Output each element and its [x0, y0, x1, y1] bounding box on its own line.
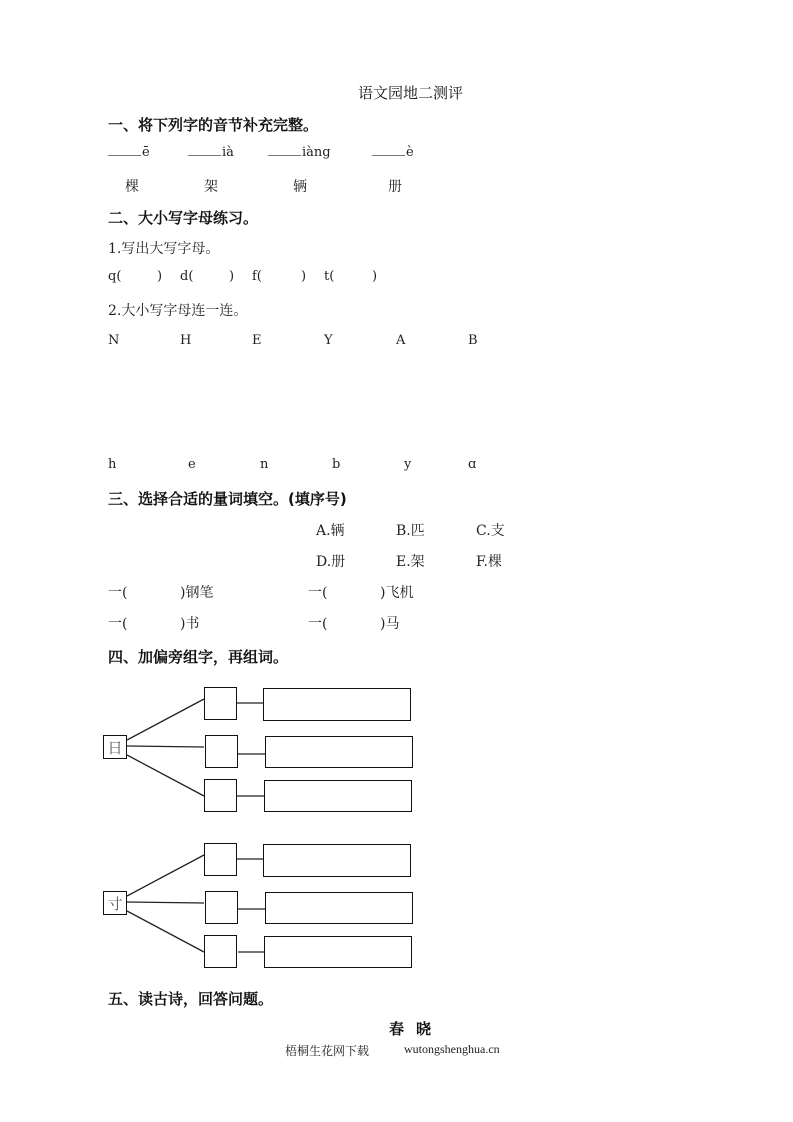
lowercase-letter[interactable]: y: [404, 457, 412, 472]
lowercase-letter[interactable]: e: [188, 457, 196, 472]
option-b: B.匹: [396, 523, 425, 539]
pinyin-item-2: ià: [188, 145, 234, 160]
letter-f-suffix: ): [301, 269, 307, 284]
section-3-heading: 三、选择合适的量词填空。(填序号): [108, 490, 347, 508]
blank-1-prefix: 一(: [108, 585, 128, 601]
section-5-heading: 五、读古诗，回答问题。: [108, 990, 274, 1008]
section-4-heading: 四、加偏旁组字，再组词。: [108, 648, 289, 666]
char-2: 架: [204, 179, 218, 195]
pinyin-item-1: ē: [108, 145, 150, 160]
page-title: 语文园地二测评: [358, 84, 464, 102]
char-answer-box[interactable]: [204, 843, 237, 876]
blank-2-suffix: )飞机: [380, 585, 414, 601]
lowercase-letter[interactable]: ɑ: [468, 457, 477, 472]
letter-t-suffix: ): [372, 269, 378, 284]
sub-question-1: 1.写出大写字母。: [108, 241, 220, 257]
option-f: F.棵: [476, 554, 502, 570]
word-answer-box[interactable]: [265, 736, 413, 768]
word-answer-box[interactable]: [265, 892, 413, 924]
char-4: 册: [388, 179, 402, 195]
radical-box-ri: 日: [103, 735, 127, 759]
sub-question-2: 2.大小写字母连一连。: [108, 303, 248, 319]
letter-q-suffix: ): [157, 269, 163, 284]
uppercase-letter[interactable]: E: [252, 333, 262, 348]
footer-site-name: 梧桐生花网下载: [285, 1044, 370, 1058]
blank-2-prefix: 一(: [308, 585, 328, 601]
word-answer-box[interactable]: [263, 688, 411, 721]
option-d: D.册: [316, 554, 346, 570]
char-answer-box[interactable]: [205, 735, 238, 768]
char-3: 辆: [293, 179, 307, 195]
letter-q-prefix: q(: [108, 269, 122, 284]
radical-box-cun: 寸: [103, 891, 127, 915]
uppercase-letter[interactable]: Y: [324, 333, 333, 348]
uppercase-letter[interactable]: N: [108, 333, 120, 348]
pinyin-item-4: è: [372, 145, 414, 160]
blank-3-prefix: 一(: [108, 616, 128, 632]
section-2-heading: 二、大小写字母练习。: [108, 209, 259, 227]
char-answer-box[interactable]: [204, 935, 237, 968]
char-answer-box[interactable]: [205, 891, 238, 924]
char-answer-box[interactable]: [204, 687, 237, 720]
char-answer-box[interactable]: [204, 779, 237, 812]
word-answer-box[interactable]: [264, 936, 412, 968]
letter-d-prefix: d(: [180, 269, 194, 284]
option-c: C.支: [476, 523, 505, 539]
blank-3-suffix: )书: [180, 616, 200, 632]
option-e: E.架: [396, 554, 425, 570]
lowercase-letter[interactable]: n: [260, 457, 269, 472]
uppercase-letter[interactable]: B: [468, 333, 478, 348]
footer-site-url[interactable]: wutongshenghua.cn: [404, 1042, 500, 1056]
blank-1-suffix: )钢笔: [180, 585, 214, 601]
uppercase-letter[interactable]: A: [396, 333, 406, 348]
option-a: A.辆: [316, 523, 345, 539]
letter-d-suffix: ): [229, 269, 235, 284]
letter-f-prefix: f(: [252, 269, 262, 284]
letter-t-prefix: t(: [324, 269, 335, 284]
word-answer-box[interactable]: [264, 780, 412, 812]
uppercase-letter[interactable]: H: [180, 333, 192, 348]
blank-4-prefix: 一(: [308, 616, 328, 632]
lowercase-letter[interactable]: b: [332, 457, 341, 472]
pinyin-item-3: iàng: [268, 145, 331, 160]
word-answer-box[interactable]: [263, 844, 411, 877]
section-1-heading: 一、将下列字的音节补充完整。: [108, 116, 319, 134]
char-1: 棵: [125, 179, 139, 195]
poem-title: 春晓: [389, 1020, 444, 1038]
lowercase-letter[interactable]: h: [108, 457, 117, 472]
blank-4-suffix: )马: [380, 616, 400, 632]
